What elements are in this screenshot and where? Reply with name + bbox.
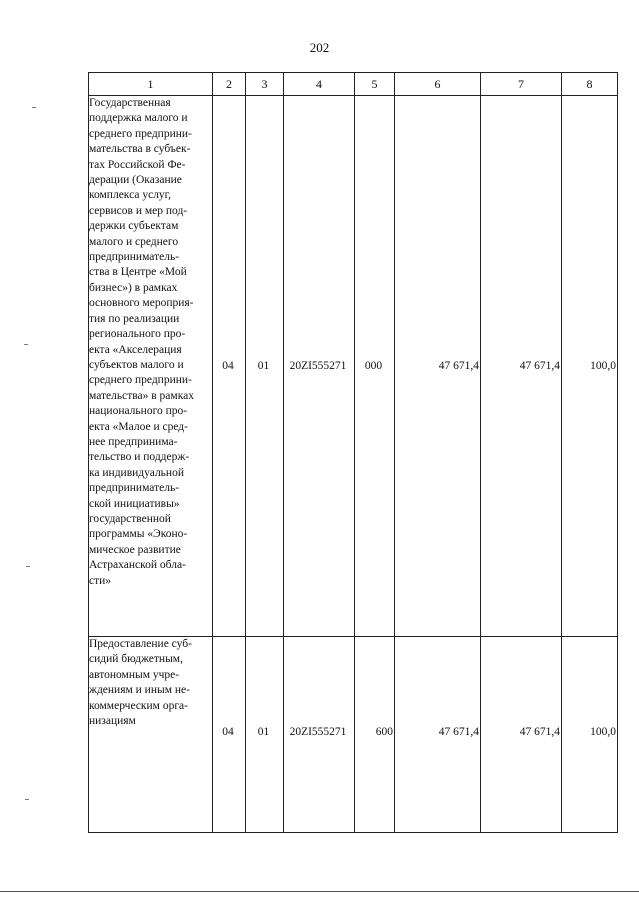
row-description bbox=[89, 637, 213, 833]
table-row bbox=[89, 96, 618, 637]
expense-type-code: 600 bbox=[375, 726, 393, 738]
cell-expense-type bbox=[355, 96, 395, 637]
planned-amount: 47 671,4 bbox=[438, 726, 479, 738]
cell-percent bbox=[562, 637, 618, 833]
scan-speck bbox=[25, 799, 29, 800]
cell-target-article bbox=[284, 637, 355, 833]
column-header: 3 bbox=[246, 73, 284, 96]
row-description bbox=[89, 96, 213, 637]
column-header: 5 bbox=[355, 73, 395, 96]
cell-executed bbox=[481, 96, 562, 637]
column-header: 8 bbox=[562, 73, 618, 96]
description-text: Предоставление суб- сидий бюджетным, автономным учре- ждениям и иным не- коммерческим орга- низациям bbox=[89, 638, 192, 728]
executed-amount: 47 671,4 bbox=[519, 360, 560, 372]
scan-speck bbox=[32, 107, 36, 108]
cell-planned bbox=[395, 637, 481, 833]
cell-section bbox=[213, 96, 246, 637]
target-article-code: 20ZI555271 bbox=[289, 360, 347, 372]
scan-speck bbox=[24, 344, 28, 345]
cell-expense-type bbox=[355, 637, 395, 833]
table-header-row bbox=[89, 73, 618, 96]
executed-amount: 47 671,4 bbox=[519, 726, 560, 738]
column-header: 7 bbox=[481, 73, 562, 96]
target-article-code: 20ZI555271 bbox=[289, 726, 347, 738]
bottom-rule bbox=[0, 891, 639, 892]
execution-percent: 100,0 bbox=[590, 360, 616, 372]
cell-subsection bbox=[246, 96, 284, 637]
subsection-code: 01 bbox=[257, 360, 270, 372]
scan-speck bbox=[26, 566, 30, 567]
cell-planned bbox=[395, 96, 481, 637]
column-header: 2 bbox=[213, 73, 246, 96]
column-header: 1 bbox=[89, 73, 213, 96]
section-code: 04 bbox=[222, 726, 234, 738]
cell-section bbox=[213, 637, 246, 833]
cell-subsection bbox=[246, 637, 284, 833]
cell-executed bbox=[481, 637, 562, 833]
subsection-code: 01 bbox=[257, 726, 270, 738]
budget-table bbox=[88, 72, 618, 833]
cell-percent bbox=[562, 96, 618, 637]
table-row bbox=[89, 637, 618, 833]
column-header: 4 bbox=[284, 73, 355, 96]
expense-type-code: 000 bbox=[364, 360, 383, 372]
cell-target-article bbox=[284, 96, 355, 637]
description-text: Государственная поддержка малого и среднего предприни- мательства в субъек- тах Российской Фе- дерации (Оказание комплекса услуг, сервисов и мер под- держки субъектам малого и среднего предприниматель- ства в Центре «Мой бизнес») в рамках основного мероприя- тия по реализации регионального про- екта «Акселерация субъектов малого и среднего предприни- мательства» в рамках национального про- екта «Малое и сред- нее предпринима- тельство и поддерж- ка индивидуальной предприниматель- ской инициативы» государственной программы «Эконо- мическое развитие Астраханской обла- сти» bbox=[89, 97, 194, 587]
page-number: 202 bbox=[309, 40, 330, 55]
execution-percent: 100,0 bbox=[590, 726, 616, 738]
section-code: 04 bbox=[222, 360, 234, 372]
planned-amount: 47 671,4 bbox=[438, 360, 479, 372]
column-header: 6 bbox=[395, 73, 481, 96]
